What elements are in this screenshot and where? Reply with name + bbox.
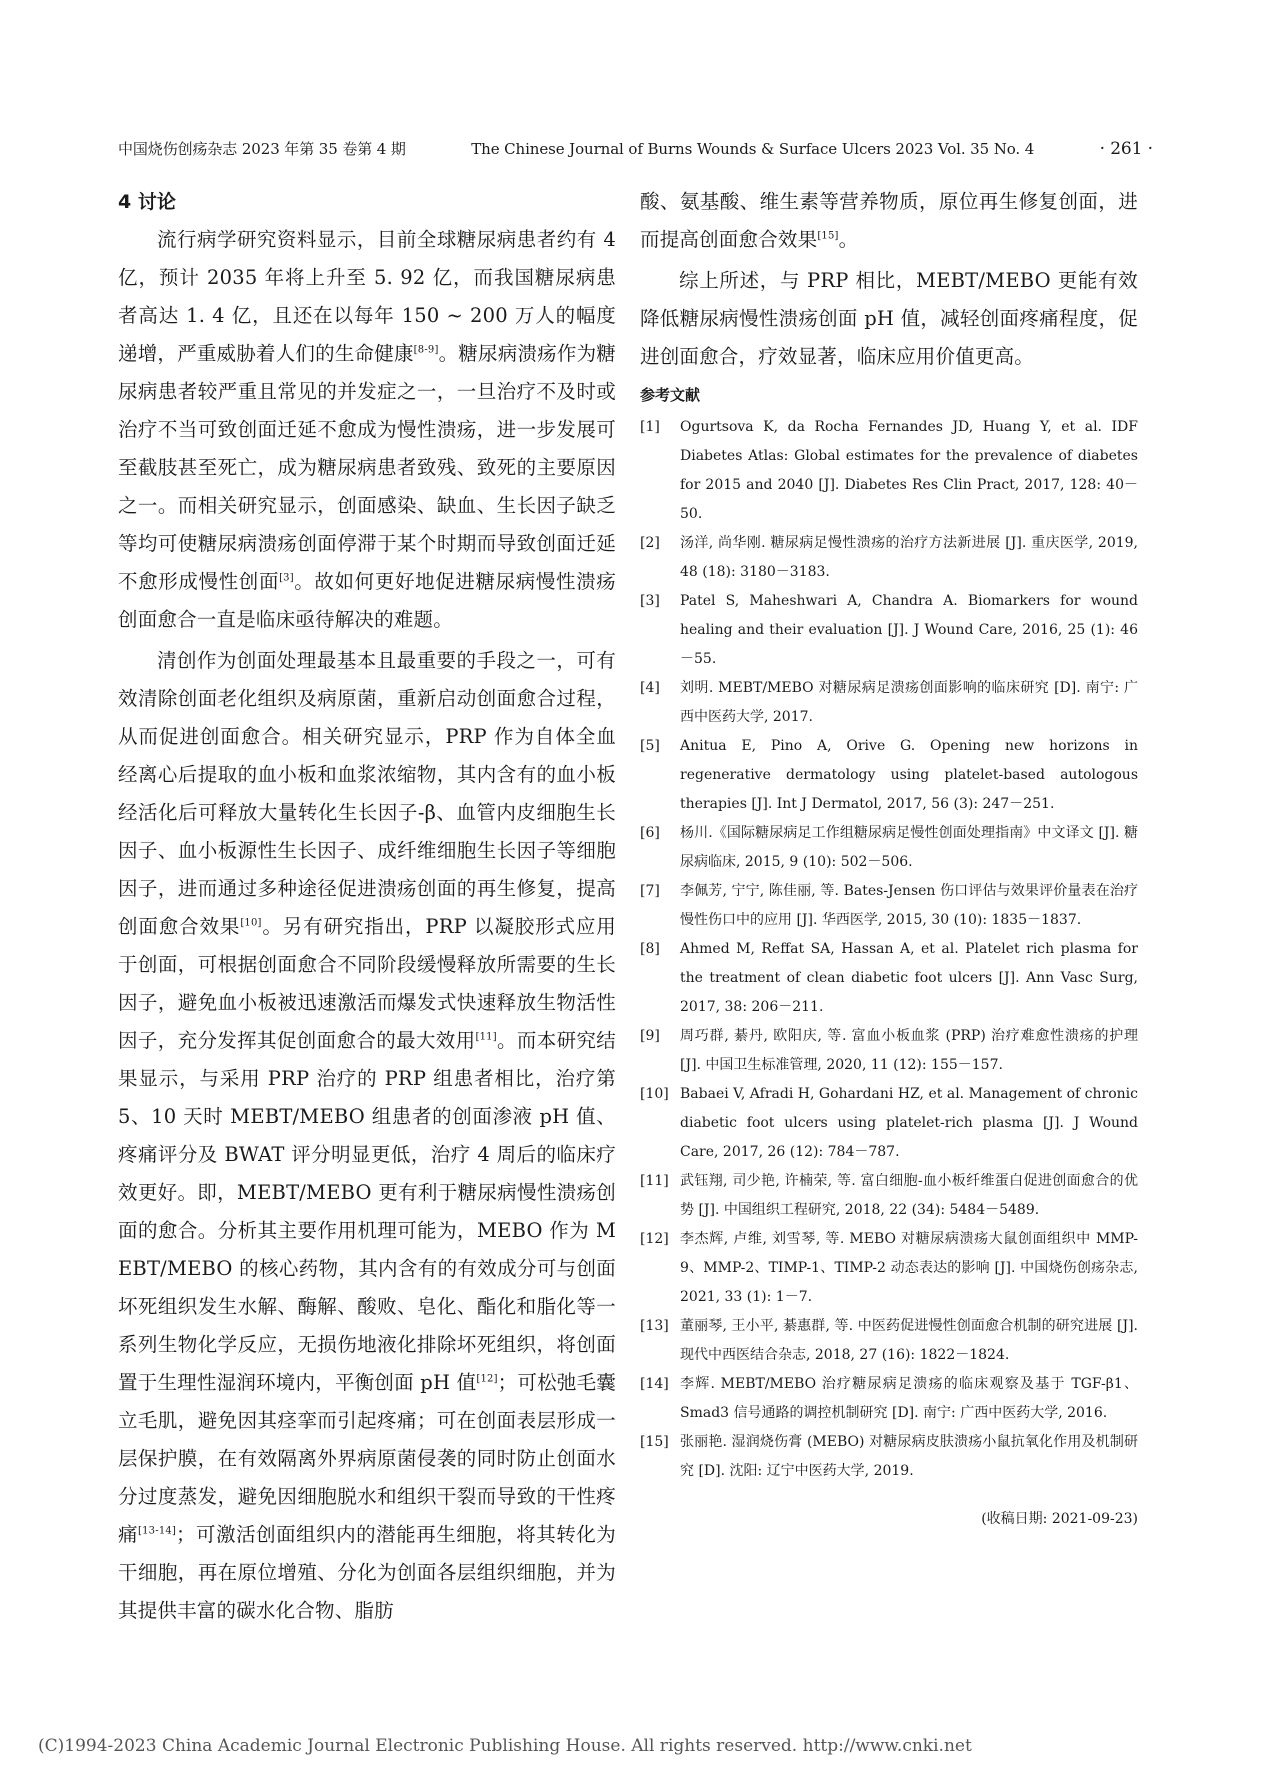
citation: [13-14]: [138, 1525, 177, 1537]
journal-title-cn: 中国烧伤创疡杂志 2023 年第 35 卷第 4 期: [118, 140, 406, 158]
discussion-paragraph-1: 流行病学研究资料显示，目前全球糖尿病患者约有 4 亿，预计 2035 年将上升至 5. 92 亿，而我国糖尿病患者高达 1. 4 亿，且还在以每年 150 ~ 200 万人的幅度递增，严重威胁着人们的生命健康[8-9]。糖尿病溃疡作为糖尿病患者较严重且常见的并发症之一，一旦治疗不及时或治疗不当可致创面迁延不愈成为慢性溃疡，进一步发展可至截肢甚至死亡，成为糖尿病患者致残、致死的主要原因之一。而相关研究显示，创面感染、缺血、生长因子缺乏等均可使糖尿病溃疡创面停滞于某个时期而导致创面迁延不愈形成慢性创面[3]。故如何更好地促进糖尿病慢性溃疡创面愈合一直是临床亟待解决的难题。: [118, 228, 616, 631]
reference-text: 武钰翔, 司少艳, 许楠荣, 等. 富白细胞-血小板纤维蛋白促进创面愈合的优势 [J]. 中国组织工程研究, 2018, 22 (34): 5484－5489.: [680, 1173, 1138, 1218]
reference-item: [640, 587, 1138, 674]
citation: [12]: [476, 1373, 498, 1385]
reference-text: 杨川.《国际糖尿病足工作组糖尿病足慢性创面处理指南》中文译文 [J]. 糖尿病临床, 2015, 9 (10): 502－506.: [680, 825, 1138, 870]
reference-item: [640, 1370, 1138, 1428]
reference-number: [6]: [640, 825, 660, 841]
copyright-footer: (C)1994-2023 China Academic Journal Electronic Publishing House. All rights reserved. http://www.cnki.net: [38, 1736, 972, 1756]
reference-number: [3]: [640, 593, 660, 609]
reference-text: 李辉. MEBT/MEBO 治疗糖尿病足溃疡的临床观察及基于 TGF-β1、Smad3 信号通路的调控机制研究 [D]. 南宁: 广西中医药大学, 2016.: [680, 1376, 1138, 1421]
citation: [15]: [817, 230, 839, 242]
reference-item: [640, 732, 1138, 819]
conclusion-paragraph: 综上所述，与 PRP 相比，MEBT/MEBO 更能有效降低糖尿病慢性溃疡创面 pH 值，减轻创面疼痛程度，促进创面愈合，疗效显著，临床应用价值更高。: [640, 269, 1138, 368]
reference-number: [12]: [640, 1231, 669, 1247]
running-header: [118, 138, 1153, 159]
reference-item: [640, 1080, 1138, 1167]
reference-number: [15]: [640, 1434, 669, 1450]
left-column: [118, 183, 616, 1630]
reference-text: 李佩芳, 宁宁, 陈佳丽, 等. Bates-Jensen 伤口评估与效果评价量表在治疗慢性伤口中的应用 [J]. 华西医学, 2015, 30 (10): 1835－1837.: [680, 883, 1138, 928]
reference-number: [5]: [640, 738, 660, 754]
journal-title-en: The Chinese Journal of Burns Wounds & Surface Ulcers 2023 Vol. 35 No. 4: [471, 140, 1035, 158]
citation: [10]: [240, 917, 262, 929]
references-heading: 参考文献: [640, 386, 701, 404]
reference-item: [640, 674, 1138, 732]
reference-text: 周巧群, 綦丹, 欧阳庆, 等. 富血小板血浆 (PRP) 治疗难愈性溃疡的护理 [J]. 中国卫生标准管理, 2020, 11 (12): 155－157.: [680, 1028, 1138, 1073]
right-column: [640, 183, 1138, 1528]
discussion-paragraph-2: 清创作为创面处理最基本且最重要的手段之一，可有效清除创面老化组织及病原菌，重新启动创面愈合过程，从而促进创面愈合。相关研究显示，PRP 作为自体全血经离心后提取的血小板和血浆浓缩物，其内含有的血小板经活化后可释放大量转化生长因子-β、血管内皮细胞生长因子、血小板源性生长因子、成纤维细胞生长因子等细胞因子，进而通过多种途径促进溃疡创面的再生修复，提高创面愈合效果[10]。另有研究指出，PRP 以凝胶形式应用于创面，可根据创面愈合不同阶段缓慢释放所需要的生长因子，避免血小板被迅速激活而爆发式快速释放生物活性因子，充分发挥其促创面愈合的最大效用[11]。而本研究结果显示，与采用 PRP 治疗的 PRP 组患者相比，治疗第 5、10 天时 MEBT/MEBO 组患者的创面渗液 pH 值、疼痛评分及 BWAT 评分明显更低，治疗 4 周后的临床疗效更好。即，MEBT/MEBO 更有利于糖尿病慢性溃疡创面的愈合。分析其主要作用机理可能为，MEBO 作为 MEBT/MEBO 的核心药物，其内含有的有效成分可与创面坏死组织发生水解、酶解、酸败、皂化、酯化和脂化等一系列生物化学反应，无损伤地液化排除坏死组织，将创面置于生理性湿润环境内，平衡创面 pH 值[12]；可松弛毛囊立毛肌，避免因其痉挛而引起疼痛；可在创面表层形成一层保护膜，在有效隔离外界病原菌侵袭的同时防止创面水分过度蒸发，避免因细胞脱水和组织干裂而导致的干性疼痛[13-14]；可激活创面组织内的潜能再生细胞，将其转化为干细胞，再在原位增殖、分化为创面各层组织细胞，并为其提供丰富的碳水化合物、脂肪: [118, 649, 616, 1622]
reference-text: Anitua E, Pino A, Orive G. Opening new horizons in regenerative dermatology using platelet-based autologous therapies [J]. Int J Dermatol, 2017, 56 (3): 247－251.: [680, 738, 1138, 812]
reference-item: [640, 1022, 1138, 1080]
reference-item: [640, 935, 1138, 1022]
reference-number: [10]: [640, 1086, 669, 1102]
reference-item: [640, 1167, 1138, 1225]
reference-number: [2]: [640, 535, 660, 551]
reference-text: Patel S, Maheshwari A, Chandra A. Biomarkers for wound healing and their evaluation [J]. J Wound Care, 2016, 25 (1): 46－55.: [680, 593, 1138, 667]
reference-number: [11]: [640, 1173, 669, 1189]
reference-item: [640, 877, 1138, 935]
reference-text: Ogurtsova K, da Rocha Fernandes JD, Huang Y, et al. IDF Diabetes Atlas: Global estimates for the prevalence of diabetes for 2015 and 2040 [J]. Diabetes Res Clin Pract, 2017, 128: 40－50.: [680, 419, 1138, 522]
page-number: · 261 ·: [1099, 139, 1153, 159]
citation: [11]: [475, 1031, 497, 1043]
reference-item: [640, 819, 1138, 877]
reference-number: [14]: [640, 1376, 669, 1392]
reference-number: [9]: [640, 1028, 660, 1044]
reference-number: [8]: [640, 941, 660, 957]
reference-item: [640, 1428, 1138, 1486]
reference-text: 汤洋, 尚华刚. 糖尿病足慢性溃疡的治疗方法新进展 [J]. 重庆医学, 2019, 48 (18): 3180－3183.: [680, 535, 1138, 580]
reference-list: [640, 413, 1138, 1486]
reference-number: [1]: [640, 419, 660, 435]
reference-text: 张丽艳. 湿润烧伤膏 (MEBO) 对糖尿病皮肤溃疡小鼠抗氧化作用及机制研究 [D]. 沈阳: 辽宁中医药大学, 2019.: [680, 1434, 1138, 1479]
reference-item: [640, 1312, 1138, 1370]
reference-number: [13]: [640, 1318, 669, 1334]
reference-text: 刘明. MEBT/MEBO 对糖尿病足溃疡创面影响的临床研究 [D]. 南宁: 广西中医药大学, 2017.: [680, 680, 1138, 725]
received-date: (收稿日期: 2021-09-23): [981, 1511, 1138, 1527]
reference-text: 董丽琴, 王小平, 綦惠群, 等. 中医药促进慢性创面愈合机制的研究进展 [J]. 现代中西医结合杂志, 2018, 27 (16): 1822－1824.: [680, 1318, 1138, 1363]
citation: [3]: [279, 572, 294, 584]
reference-item: [640, 529, 1138, 587]
reference-number: [4]: [640, 680, 660, 696]
citation: [8-9]: [413, 344, 439, 356]
reference-text: Ahmed M, Reffat SA, Hassan A, et al. Platelet rich plasma for the treatment of clean diabetic foot ulcers [J]. Ann Vasc Surg, 2017, 38: 206－211.: [680, 941, 1138, 1015]
reference-item: [640, 413, 1138, 529]
reference-text: Babaei V, Afradi H, Gohardani HZ, et al. Management of chronic diabetic foot ulcers using platelet-rich plasma [J]. J Wound Care, 2017, 26 (12): 784－787.: [680, 1086, 1138, 1160]
discussion-paragraph-continued: 酸、氨基酸、维生素等营养物质，原位再生修复创面，进而提高创面愈合效果[15]。: [640, 190, 1138, 251]
section-heading-discussion: 4 讨论: [118, 191, 176, 213]
reference-number: [7]: [640, 883, 660, 899]
reference-text: 李杰辉, 卢维, 刘雪琴, 等. MEBO 对糖尿病溃疡大鼠创面组织中 MMP-9、MMP-2、TIMP-1、TIMP-2 动态表达的影响 [J]. 中国烧伤创疡杂志, 2021, 33 (1): 1－7.: [680, 1231, 1138, 1305]
reference-item: [640, 1225, 1138, 1312]
